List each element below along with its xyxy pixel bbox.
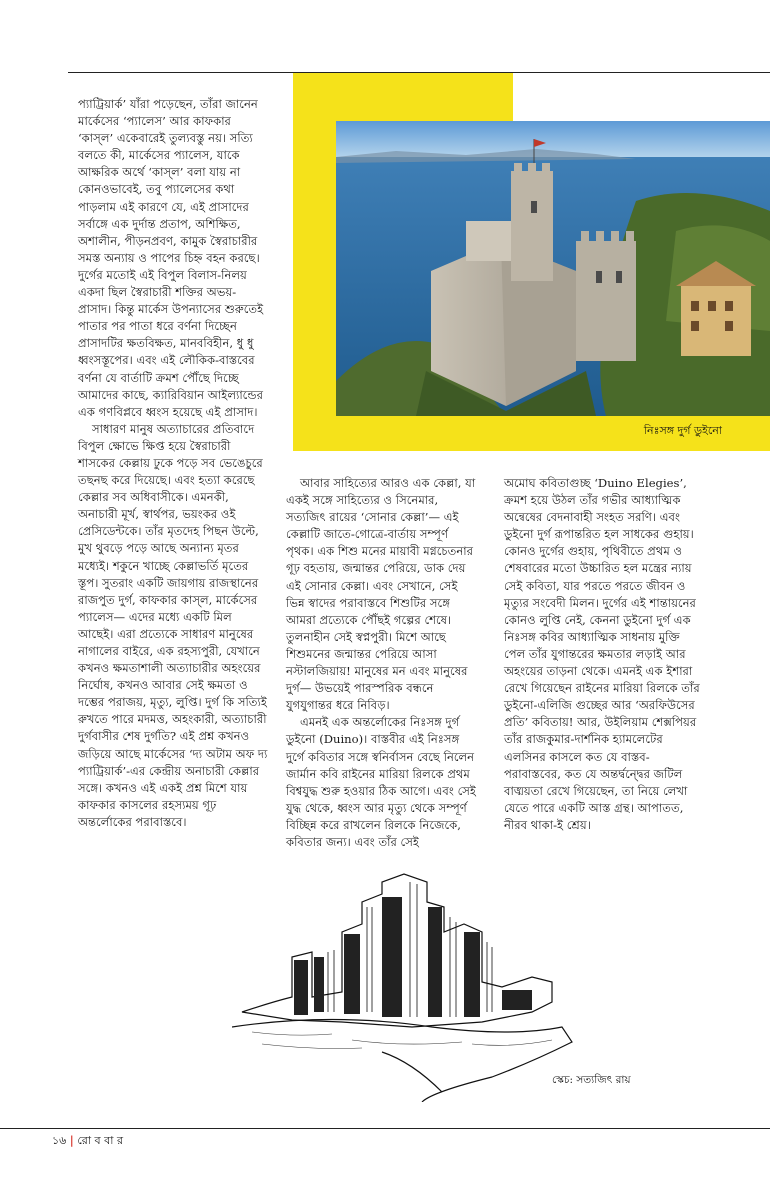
article-column-2 bbox=[286, 475, 476, 851]
sketch-credit: স্কেচ: সত্যজিৎ রায় bbox=[552, 1074, 631, 1086]
column2-paragraph-2: এমনই এক অন্তর্লোকের নিঃসঙ্গ দুর্গ ডুইনো (Duino)। বাস্তবীর এই নিঃসঙ্গ দুর্গে কবিতার সঙ্গে স্বনির্বাসন বেছে নিলেন জার্মান কবি রাইনের মারিয়া রিলকে প্রথম বিশ্বযুদ্ধ শুরু হওয়ার ঠিক আগে। এবং সেই যুদ্ধ থেকে, ধ্বংস আর মৃত্যু থেকে সম্পূর্ণ বিচ্ছিন্ন করে রাখলেন রিলকে নিজেকে, কবিতার জন্য। এবং তাঁর সেই bbox=[286, 715, 476, 849]
yellow-accent-block bbox=[293, 73, 513, 121]
magazine-name: রো ব বা র bbox=[77, 1134, 123, 1147]
duino-castle-illustration bbox=[336, 121, 770, 416]
column1-paragraph-2: সাধারণ মানুষ অত্যাচারের প্রতিবাদে বিপুল ক্ষোভে ক্ষিপ্ত হয়ে স্বৈরাচারী শাসকের কেল্লায় ঢুকে পড়ে সব ভেঙেচুরে তছনছ করে দিয়েছে। এবং হত্যা করেছে কেল্লার সব অধিবাসীকে। এমনকী, অনাচারী মূর্খ, স্বার্থপর, ভয়ংকর ওই প্রেসিডেন্টকে। তাঁর মৃতদেহ পিছন উল্টে, মুখ থুবড়ে পড়ে আছে অন্যান্য মৃতর মধ্যেই। শকুনে খাচ্ছে কেল্লাভর্তি মৃতের স্তূপ। সুতরাং একটি জায়গায় রাজস্থানের রাজপুত দুর্গ, কাফকার কাস্‌ল, মার্কেসের প্যালেস— এদের মধ্যে একটি মিল আছেই। এরা প্রত্যেকে সাধারণ মানুষের নাগালের বাইরে, এক রহস্যপুরী, যেখানে কখনও ক্ষমতাশালী অত্যাচারীর অহংয়ের নির্ঘোষ, কখনও আবার সেই ক্ষমতা ও দম্ভের পরাজয়, মৃত্যু, লুপ্তি। দুর্গ কি সত্যিই রুখতে পারে মদমত্ত, অহংকারী, অত্যাচারী দুর্গবাসীর শেষ দুর্গতি? এই প্রশ্ন কখনও জড়িয়ে আছে মার্কেসের ‘দ্য অটাম অফ দ্য প্যাট্রিয়ার্ক’-এর কেন্দ্রীয় অনাচারী কেল্লার সঙ্গে। কখনও এই একই প্রশ্ন মিশে যায় কাফকার কাসলের রহস্যময় গূঢ় অন্তর্লোকের পরাবাস্তবে। bbox=[78, 421, 268, 829]
page-footer bbox=[52, 1132, 123, 1151]
footer-separator: | bbox=[69, 1134, 74, 1147]
bottom-rule bbox=[0, 1128, 770, 1129]
page-number: ১৬ bbox=[52, 1134, 67, 1147]
article-column-3 bbox=[504, 475, 704, 834]
castle-photo bbox=[336, 121, 770, 416]
column1-paragraph-1: প্যাট্রিয়ার্ক’ যাঁরা পড়েছেন, তাঁরা জানেন মার্কেসের ‘প্যালেস’ আর কাফকার ‘কাস্‌ল’ একেবারেই তুল্যবস্তু নয়। সত্যি বলতে কী, মার্কেসের প্যালেস, যাকে আক্ষরিক অর্থে ‘কাস্‌ল’ বলা যায় না কোনওভাবেই, তবু প্যালেসের কথা পাড়লাম এই কারণে যে, এই প্রাসাদের সর্বাঙ্গে এক দুর্দান্ত প্রতাপ, অশিক্ষিত, অশালীন, পীড়নপ্রবণ, কামুক স্বৈরাচারীর সমস্ত অন্যায় ও পাপের চিহ্ন বহন করছে। দুর্গের মতোই এই বিপুল বিলাস-নিলয় একদা ছিল স্বৈরাচারী শক্তির অভয়-প্রাসাদ। কিন্তু মার্কেস উপন্যাসের শুরুতেই পাতার পর পাতা ধরে বর্ণনা দিচ্ছেন প্রাসাদটির ক্ষতবিক্ষত, মানববিহীন, ধু ধু ধ্বংসস্তূপের। এবং এই লৌকিক-বাস্তবের বর্ণনা যে বার্তাটি ক্রমশ পৌঁছে দিচ্ছে আমাদের কাছে, ক্যারিবিয়ান আইল্যান্ডের এক গণবিপ্লবে ধ্বংস হয়েছে এই প্রাসাদ। bbox=[78, 97, 264, 419]
castle-ink-drawing bbox=[232, 862, 702, 1102]
photo-caption: নিঃসঙ্গ দুর্গ ডুইনো bbox=[643, 424, 722, 437]
article-column-1 bbox=[78, 96, 268, 831]
castle-sketch bbox=[232, 862, 702, 1102]
photo-panel bbox=[293, 121, 770, 451]
column2-paragraph-1: আবার সাহিত্যের আরও এক কেল্লা, যা একই সঙ্গে সাহিত্যের ও সিনেমার, সত্যজিৎ রায়ের ‘সোনার কেল্লা’— এই কেল্লাটি জাতে-গোত্রে-বার্তায় সম্পূর্ণ পৃথক। এক শিশু মনের মায়াবী মগ্নচেতনার গূঢ় বহতায়, জন্মান্তর পেরিয়ে, ডাক দেয় এই সোনার কেল্লা। এবং সেখানে, সেই ভিন্ন স্বাদের পরাবাস্তবে শিশুটির সঙ্গে আমরা প্রত্যেকে পৌঁছই গল্পের শেষে। তুলনাহীন সেই স্বপ্নপুরী। মিশে আছে শিশুমনের জন্মান্তর পেরিয়ে আসা নস্টালজিয়ায়! মানুষের মন এবং মানুষের দুর্গ— উভয়েই পারস্পরিক বন্ধনে যুগযুগান্তর ধরে নিবিড়। bbox=[286, 476, 476, 713]
column3-paragraph-1: অমোঘ কবিতাগুচ্ছ ‘Duino Elegies’, ক্রমশ হয়ে উঠল তাঁর গভীর আধ্যাত্মিক অন্বেষের বেদনাবাহী সংহত সরণি। এবং ডুইনো দুর্গ রূপান্তরিত হল সাধকের গুহায়। কোনও দুর্গের গুহায়, পৃথিবীতে প্রথম ও শেষবারের মতো উচ্চারিত হল মন্ত্রের ন্যায় সেই কবিতা, যার পরতে পরতে জীবন ও মৃত্যুর সংবেদী মিলন। দুর্গের এই শান্তায়নের কোনও লুপ্তি নেই, কেননা ডুইনো দুর্গ এক নিঃসঙ্গ কবির আধ্যাত্মিক সাধনায় মুক্তি পেল তাঁর যুগান্তরের ক্ষমতার লড়াই আর অহংয়ের তাড়না থেকে। এমনই এক ইশারা রেখে গিয়েছেন রাইনের মারিয়া রিলকে তাঁর ডুইনো-এলিজি গুচ্ছের আর ‘অরফিউসের প্রতি’ কবিতায়! আর, উইলিয়াম শেক্সপিয়র তাঁর রাজকুমার-দার্শনিক হ্যামলেটের এলসিনর কাসলে কত যে বাস্তব-পরাবাস্তবের, কত যে অন্তর্দ্বন্দ্বের জটিল বাঙ্ময়তা রেখে গিয়েছেন, তা নিয়ে লেখা যেতে পারে একটি আস্ত গ্রন্থ। আপাতত, নীরব থাকা-ই শ্রেয়। bbox=[504, 476, 700, 832]
